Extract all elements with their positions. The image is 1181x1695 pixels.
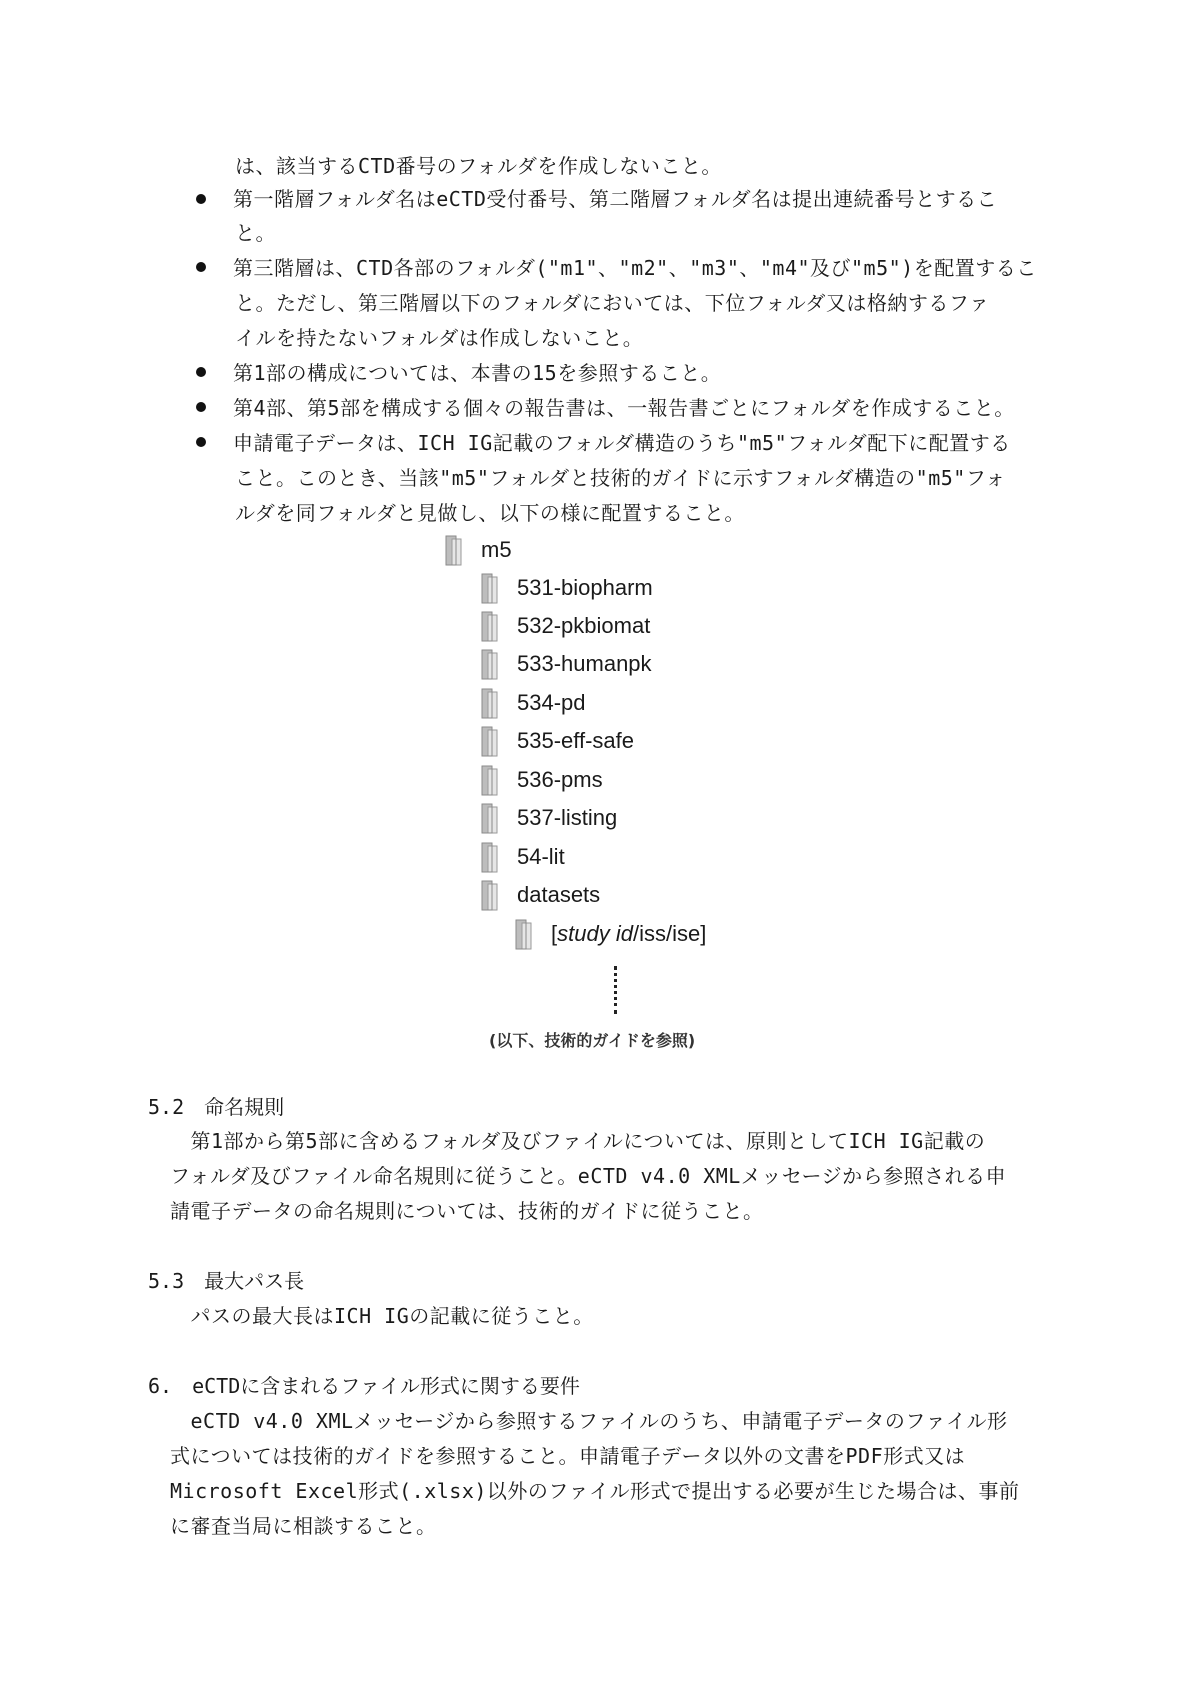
folder-row bbox=[479, 799, 617, 837]
folder-icon bbox=[479, 878, 513, 912]
folder-label-root: m5 bbox=[481, 537, 512, 562]
folder-icon bbox=[443, 533, 477, 567]
folder-row bbox=[479, 569, 653, 607]
bullet-dot bbox=[196, 402, 206, 412]
bullet-2-line-2: と。ただし、第三階層以下のフォルダにおいては、下位フォルダ又は格納するファ bbox=[235, 291, 990, 315]
folder-label: 533-humanpk bbox=[517, 651, 652, 676]
section-6-heading: 6. eCTDに含まれるファイル形式に関する要件 bbox=[148, 1374, 580, 1398]
folder-icon bbox=[479, 801, 513, 835]
bullet-5-line-3: ルダを同フォルダと見做し、以下の様に配置すること。 bbox=[235, 501, 745, 525]
bullet-1-line-2: と。 bbox=[235, 221, 276, 245]
folder-label: 537-listing bbox=[517, 805, 618, 830]
continuation-dots bbox=[614, 966, 620, 1014]
bullet-2-line-1: 第三階層は、CTD各部のフォルダ("m1"、"m2"、"m3"、"m4"及び"m5")を配置するこ bbox=[233, 256, 1037, 280]
section-5-2-line-1: 第1部から第5部に含めるフォルダ及びファイルについては、原則としてICH IG記載の bbox=[170, 1129, 986, 1153]
folder-icon bbox=[479, 609, 513, 643]
folder-row-root bbox=[443, 531, 512, 569]
bullet-2-line-3: イルを持たないフォルダは作成しないこと。 bbox=[235, 326, 644, 350]
bullet-dot bbox=[196, 194, 206, 204]
bullet-dot bbox=[196, 437, 206, 447]
folder-label-italic: study id bbox=[557, 921, 633, 946]
section-5-2-heading: 5.2 命名規則 bbox=[148, 1095, 285, 1119]
bullet-5-line-1: 申請電子データは、ICH IG記載のフォルダ構造のうち"m5"フォルダ配下に配置する bbox=[233, 431, 1011, 455]
folder-label: datasets bbox=[517, 882, 601, 907]
folder-label-study bbox=[551, 921, 706, 947]
section-6-line-1: eCTD v4.0 XMLメッセージから参照するファイルのうち、申請電子データのファイル形 bbox=[170, 1409, 1008, 1433]
section-5-3-heading: 5.3 最大パス長 bbox=[148, 1269, 305, 1293]
folder-label: 54-lit bbox=[517, 844, 565, 869]
folder-icon bbox=[479, 763, 513, 797]
section-6-line-3: Microsoft Excel形式(.xlsx)以外のファイル形式で提出する必要が生じた場合は、事前 bbox=[170, 1479, 1020, 1503]
folder-row bbox=[479, 607, 650, 645]
folder-row bbox=[479, 838, 565, 876]
folder-structure-figure bbox=[443, 531, 737, 1051]
section-5-2-line-3: 請電子データの命名規則については、技術的ガイドに従うこと。 bbox=[170, 1199, 764, 1223]
folder-row bbox=[479, 761, 603, 799]
folder-icon bbox=[479, 686, 513, 720]
folder-row bbox=[479, 722, 634, 760]
bullet-dot bbox=[196, 262, 206, 272]
bullet-5-line-2: こと。このとき、当該"m5"フォルダと技術的ガイドに示すフォルダ構造の"m5"フォ bbox=[235, 466, 1006, 490]
folder-label: 535-eff-safe bbox=[517, 728, 635, 753]
section-6-line-2: 式については技術的ガイドを参照すること。申請電子データ以外の文書をPDF形式又は bbox=[170, 1444, 966, 1468]
section-5-2-line-2: フォルダ及びファイル命名規則に従うこと。eCTD v4.0 XMLメッセージから参照される申 bbox=[170, 1164, 1007, 1188]
section-5-3-line-1: パスの最大長はICH IGの記載に従うこと。 bbox=[170, 1304, 594, 1328]
folder-row bbox=[479, 684, 586, 722]
section-6-line-4: に審査当局に相談すること。 bbox=[170, 1514, 437, 1538]
folder-label: 532-pkbiomat bbox=[517, 613, 651, 638]
folder-row bbox=[479, 645, 652, 683]
folder-label: 534-pd bbox=[517, 690, 586, 715]
bullet-3-line-1: 第1部の構成については、本書の15を参照すること。 bbox=[233, 361, 722, 385]
folder-icon bbox=[479, 724, 513, 758]
folder-label: 531-biopharm bbox=[517, 575, 653, 600]
folder-icon bbox=[513, 917, 547, 951]
folder-label-suffix: /iss/ise] bbox=[632, 921, 707, 946]
folder-icon bbox=[479, 647, 513, 681]
folder-icon bbox=[479, 840, 513, 874]
folder-row bbox=[479, 876, 600, 914]
bullet-4-line-1: 第4部、第5部を構成する個々の報告書は、一報告書ごとにフォルダを作成すること。 bbox=[233, 396, 1015, 420]
folder-row-datasets-child bbox=[513, 915, 706, 953]
figure-caption: (以下、技術的ガイドを参照) bbox=[489, 1031, 696, 1050]
bullet-1-line-1: 第一階層フォルダ名はeCTD受付番号、第二階層フォルダ名は提出連続番号とするこ bbox=[233, 187, 998, 211]
folder-label-prefix: [ bbox=[551, 921, 558, 946]
folder-icon bbox=[479, 571, 513, 605]
continuation-line: は、該当するCTD番号のフォルダを作成しないこと。 bbox=[235, 154, 722, 178]
folder-label: 536-pms bbox=[517, 767, 603, 792]
bullet-dot bbox=[196, 367, 206, 377]
